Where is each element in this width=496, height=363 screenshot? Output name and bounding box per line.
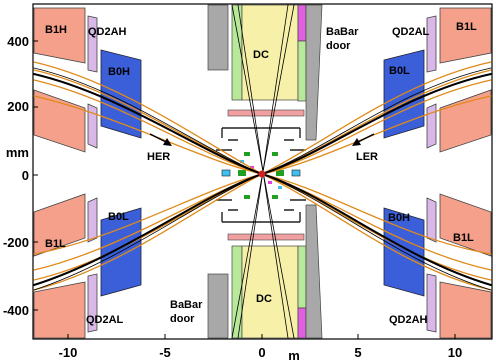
cyan-block-left [222, 170, 230, 176]
green-element-5 [238, 170, 246, 176]
green-bar-top-right [298, 41, 306, 101]
green-element-2 [272, 152, 278, 156]
pink-bar-top [228, 110, 304, 116]
label-b0l-lower-left: B0L [108, 211, 129, 223]
y-tick-0: 0 [21, 168, 29, 183]
y-axis-unit: mm [5, 145, 29, 160]
y-tick-200: 200 [7, 99, 29, 114]
label-ler: LER [356, 151, 378, 163]
label-babar-door-top-2: door [326, 40, 351, 52]
qd2-magnet-lower-right-inner [427, 198, 436, 242]
y-tick-minus400: -400 [2, 303, 29, 318]
door-grey-top-left [208, 5, 228, 70]
label-qd2ah-upper-left: QD2AH [88, 26, 127, 38]
cyan-block-right [292, 170, 300, 176]
magenta-bar-top [298, 5, 306, 41]
label-b1h-upper-left: B1H [45, 24, 68, 36]
x-tick-10: 10 [447, 345, 463, 360]
x-tick-minus5: -5 [159, 345, 171, 360]
label-babar-door-bottom-1: BaBar [170, 299, 203, 311]
magenta-bar-bottom [298, 308, 306, 338]
label-b1l-lower-left: B1L [45, 238, 66, 250]
qd2al-magnet-upper-right [427, 16, 436, 72]
qd2-magnet-upper-right-inner [427, 104, 436, 148]
y-tick-minus200: -200 [2, 235, 29, 250]
label-qd2al-lower-left: QD2AL [86, 314, 124, 326]
qd2-magnet-lower-left-inner [88, 198, 97, 242]
x-axis [59, 345, 463, 363]
label-qd2ah-lower-right: QD2AH [389, 314, 428, 326]
pink-bar-bottom [228, 234, 304, 240]
qd2ah-magnet-lower-right [427, 274, 436, 332]
x-tick-5: 5 [354, 345, 362, 360]
green-bar-bottom-right [298, 246, 306, 308]
green-element-1 [244, 152, 250, 156]
drift-chamber-bottom [242, 246, 298, 338]
label-b0l-upper-right: B0L [389, 65, 410, 77]
b1-magnet-lower-left-outer [34, 282, 85, 338]
qd2ah-magnet-upper-left [88, 16, 97, 72]
label-qd2al-upper-right: QD2AL [392, 26, 430, 38]
label-b0h-upper-left: B0H [108, 66, 131, 78]
label-babar-door-bottom-2: door [170, 313, 195, 325]
label-dc-bottom: DC [256, 293, 272, 305]
cyan-small-2 [278, 186, 282, 189]
label-babar-door-top-1: BaBar [326, 26, 359, 38]
x-tick-minus10: -10 [58, 345, 78, 360]
label-b0h-lower-right: B0H [388, 212, 411, 224]
y-axis [3, 34, 29, 318]
label-b1l-lower-right: B1L [453, 232, 474, 244]
green-element-4 [272, 195, 278, 199]
green-element-3 [244, 195, 250, 199]
label-her: HER [147, 151, 171, 163]
magenta-element-2 [268, 181, 272, 184]
x-tick-0: 0 [258, 345, 266, 360]
qd2-magnet-upper-left-inner [88, 104, 97, 148]
door-grey-bottom-left [208, 274, 228, 338]
label-b1l-upper-right: B1L [456, 21, 477, 33]
label-dc-top: DC [253, 49, 269, 61]
y-tick-400: 400 [7, 34, 29, 49]
b1-magnet-lower-right-outer [440, 282, 491, 338]
b1l-magnet-upper-right [440, 8, 491, 63]
interaction-point [259, 171, 265, 177]
x-axis-unit: m [288, 348, 300, 363]
